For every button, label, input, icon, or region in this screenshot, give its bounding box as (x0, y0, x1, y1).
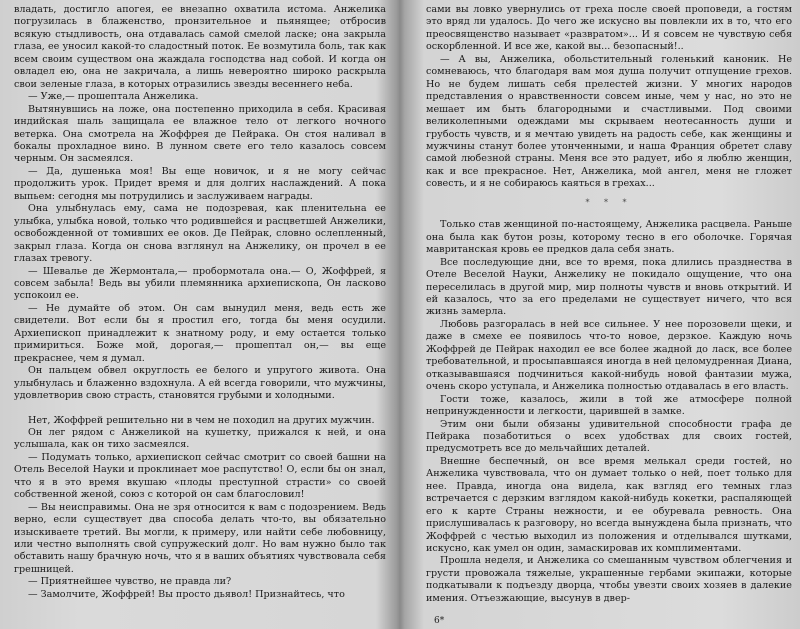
page-number: 6* (434, 615, 445, 626)
paragraph: Он пальцем обвел округлость ее белого и упругого живота. Она улыбнулась и блаженно вздохнула. А ей всегда говорили, что мужчины, удовлетворив свою страсть, становятся грубыми и холодными. (14, 365, 386, 402)
paragraph: Он лег рядом с Анжеликой на кушетку, прижался к ней, и она услышала, как он тихо засмеялся. (14, 426, 386, 451)
paragraph: Этим они были обязаны удивительной способности графа де Пейрака позаботиться о всех удобствах для своих гостей, предусмотреть все до мельчайших деталей. (426, 418, 792, 455)
paragraph: Нет, Жоффрей решительно ни в чем не походил на других мужчин. (28, 414, 375, 426)
paragraph: Вытянувшись на ложе, она постепенно приходила в себя. Красивая индийская шаль защищала ее влажное тело от легкого ночного ветерка. Она смотрела на Жоффрея де Пейрака. Он стоя наливал в бокалы прохладное вино. В лунном свете его тело казалось совсем черным. Он засмеялся. (14, 103, 386, 165)
paragraph: Только став женщиной по-настоящему, Анжелика расцвела. Раньше она была как бутон розы, которому тесно в его оболочке. Горячая мавританская кровь ее предков дала себя знать. (426, 219, 792, 256)
paragraph: Гости тоже, казалось, жили в той же атмосфере полной непринужденности и легкости, царившей в замке. (426, 393, 792, 418)
right-page (404, 0, 800, 629)
paragraph: Она улыбнулась ему, сама не подозревая, как пленительна ее улыбка, улыбка новой, только что родившейся и расцветшей Анжелики, освобожденной от томивших ее оков. Де Пейрак, словно ослепленный, закрыл глаза. Когда он снова взглянул на Анжелику, он прочел в ее глазах тревогу. (14, 203, 386, 265)
paragraph: сами вы ловко увернулись от греха после своей проповеди, а гостям это вряд ли удалось. До чего же искусно вы повлекли их в то, что его преосвященство называет «развратом»... И я совсем не чувствую себя оскорбленной. И все же, какой вы... безопасный!.. (426, 4, 792, 53)
paragraph: Все последующие дни, все то время, пока длились празднества в Отеле Веселой Науки, Анжелику не покидало ощущение, что она переселилась в другой мир, мир полноты чувств и вновь открытий. И ей казалось, что за его пределами не существует ничего, что вся жизнь замерла. (426, 256, 792, 318)
paragraph: — Не думайте об этом. Он сам вынудил меня, ведь есть же свидетели. Вот если бы я простил его, тогда бы меня осудили. Архиепископ принадлежит к знатному роду, и ему остается только примириться. Боже мой, дорогая,— прошептал он,— вы еще прекраснее, чем я думал. (14, 302, 386, 364)
right-page-text-bottom (426, 219, 792, 605)
paragraph: Любовь разгоралась в ней все сильнее. У нее порозовели щеки, и даже в смехе ее появилось что-то новое, дерзкое. Каждую ночь Жоффрей де Пейрак находил ее все более жадной до ласк, все более требовательной, и просыпавшаяся иногда в ней целомудренная Диана, отказывавшаяся подчиниться какой-нибудь новой фантазии мужа, очень скоро уступала, и Анжелика полностью отдавалась в его власть. (426, 318, 792, 393)
paragraph: — Да, душенька моя! Вы еще новичок, и я не могу сейчас продолжить урок. Придет время и для долгих наслаждений. А пока выпьем: сегодня мы потрудились и заслуживаем награды. (14, 165, 386, 202)
paragraph: — Уже,— прошептала Анжелика. (28, 91, 199, 103)
right-page-text-top (426, 4, 792, 191)
paragraph: владать, достигло апогея, ее внезапно охватила истома. Анжелика погрузилась в блаженство, пронзительное и пьянящее; отбросив всякую стыдливость, она отдавалась самой смелой ласке; она закрыла глаза, ее уносил какой-то сладостный поток. Ее возмутила боль, так как всем своим существом она жаждала господства над собой. И когда он овладел ею, она не закричала, а лишь невероятно широко раскрыла свои зеленые глаза, в которых отразились звезды весеннего неба. (14, 4, 386, 90)
paragraph: — Замолчите, Жоффрей! Вы просто дьявол! Признайтесь, что (28, 588, 345, 600)
paragraph: — А вы, Анжелика, обольстительный голенький каноник. Не сомневаюсь, что благодаря вам моя душа получит отпущение грехов. Но не будем лишать себя прелестей жизни. У многих народов представления о нравственности совсем иные, чем у нас, но это не мешает им быть благородными и счастливыми. Под своими великолепными одеждами мы скрываем неотесанность души и грубость чувств, и я мечтаю увидеть на радость себе, как женщины и мужчины станут более утонченными, и наша Франция обретет славу самой любезной страны. Меня все это радует, ибо я люблю женщин, как и все прекрасное. Нет, Анжелика, мой ангел, меня не гложет совесть, и я не собираюсь каяться в грехах... (426, 53, 792, 190)
paragraph: — Подумать только, архиепископ сейчас смотрит со своей башни на Отель Веселой Науки и проклинает мое распутство! О, если бы он знал, что я в это время вкушаю «плоды преступной страсти» со своей собственной женой, союз с которой он сам благословил! (14, 451, 386, 501)
paragraph: Прошла неделя, и Анжелика со смешанным чувством облегчения и грусти провожала тяжелые, украшенные гербами экипажи, которые подкатывали к подъезду дворца, чтобы увезти своих хозяев в далекие имения. Отъезжающие, высунув в двер- (426, 555, 792, 604)
paragraph: — Шевалье де Жермонтала,— пробормотала она.— О, Жоффрей, я совсем забыла! Ведь вы убили племянника архиепископа, Он ласково успокоил ее. (14, 265, 386, 302)
left-page (0, 0, 396, 629)
paragraph: Внешне беспечный, он все время мелькал среди гостей, но Анжелика чувствовала, что он думает только о ней, поет только для нее. Правда, иногда она видела, как взгляд его темных глаз встречается с дерзким взглядом какой-нибудь кокетки, распаляющей его к карте Страны нежности, и ее обуревала ревность. Она прислушивалась к разговору, но всегда вынуждена была признать, что Жоффрей с честью выходил из положения и отделывался шутками, искусно, как умел он один, замаскировав их комплиментами. (426, 455, 792, 555)
paragraph: — Приятнейшее чувство, не правда ли? (28, 576, 232, 588)
section-separator: * * * (585, 197, 633, 207)
paragraph: — Вы неисправимы. Она не зря относится к вам с подозрением. Ведь верно, если существует два способа делать что-то, вы обязательно изыскиваете третий. Вы могли, к примеру, или найти себе любовницу, или честно выполнять свой супружеский долг. Но вам нужно было так обставить нашу брачную ночь, что я в ваших объятиях чувствовала себя грешницей. (14, 501, 386, 575)
